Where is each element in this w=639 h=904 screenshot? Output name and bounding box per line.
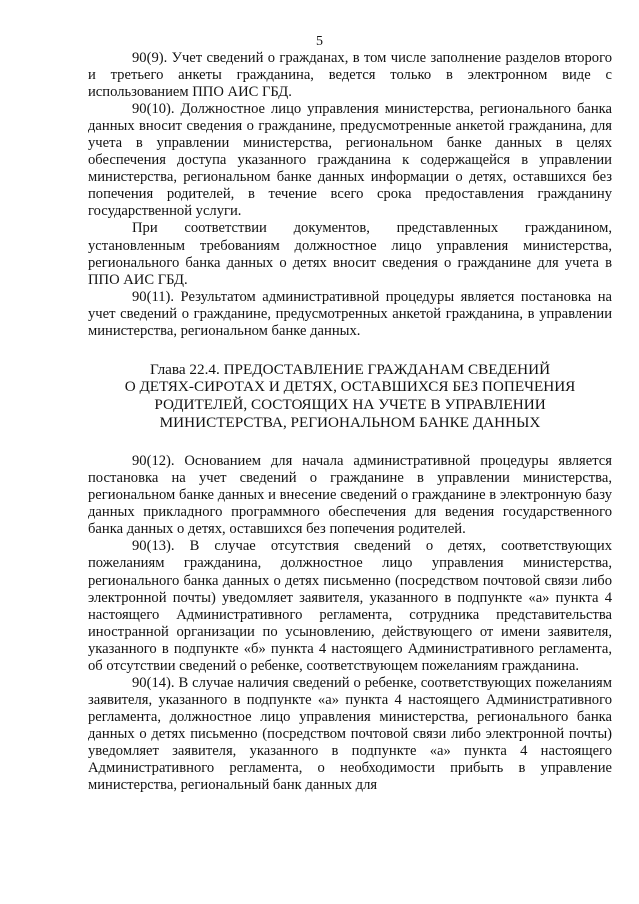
- document-body: [88, 50, 612, 794]
- paragraph-90-11: 90(11). Результатом административной процедуры является постановка на учет сведений о гражданине, предусмотренных анкетой гражданина, в управлении министерства, региональном банке данных.: [88, 288, 612, 339]
- paragraph-90-12: 90(12). Основанием для начала административной процедуры является постановка на учет сведений о гражданине в управлении министерства, региональном банке данных и внесение сведений о гражданине в электронную базу данных прикладного программного обеспечения для ведения государственного банка данных о детях, оставшихся без попечения родителей.: [88, 453, 612, 538]
- paragraph-90-14: 90(14). В случае наличия сведений о ребенке, соответствующих пожеланиям заявителя, указанного в подпункте «а» пункта 4 настоящего Административного регламента, должностное лицо управления министерства, регионального банка данных о детях письменно (посредством почтовой связи либо электронной почты) уведомляет заявителя, указанного в подпункте «а» пункта 4 настоящего Административного регламента, о необходимости прибыть в управление министерства, региональный банк данных для: [88, 674, 612, 794]
- paragraph-90-13: 90(13). В случае отсутствия сведений о детях, соответствующих пожеланиям гражданина, должностное лицо управления министерства, регионального банка данных о детях письменно (посредством почтовой связи либо электронной почты) уведомляет заявителя, указанного в подпункте «а» пункта 4 настоящего Административного регламента, сотрудника представительства иностранной организации по усыновлению, действующего от имени заявителя, указанного в подпункте «б» пункта 4 настоящего Административного регламента, об отсутствии сведений о ребенке, соответствующем пожеланиям гражданина.: [88, 538, 612, 674]
- chapter-heading-line: Глава 22.4. ПРЕДОСТАВЛЕНИЕ ГРАЖДАНАМ СВЕДЕНИЙ: [149, 360, 551, 378]
- paragraph-conformity: При соответствии документов, представленных гражданином, установленным требованиям должностное лицо управления министерства, регионального банка данных о детях вносит сведения о гражданине для учета в ППО АИС ГБД.: [88, 220, 612, 288]
- chapter-heading-line: МИНИСТЕРСТВА, РЕГИОНАЛЬНОМ БАНКЕ ДАННЫХ: [159, 413, 541, 431]
- chapter-heading-line: О ДЕТЯХ-СИРОТАХ И ДЕТЯХ, ОСТАВШИХСЯ БЕЗ ПОПЕЧЕНИЯ: [124, 378, 576, 396]
- page-number: 5: [316, 34, 323, 49]
- chapter-heading: [88, 361, 612, 431]
- paragraph-90-10: 90(10). Должностное лицо управления министерства, регионального банка данных вносит сведения о гражданине, предусмотренные анкетой гражданина, для учета в управлении министерства, региональном банке данных в целях обеспечения доступа указанного гражданина к содержащейся в управлении министерства, региональном банке данных информации о детях, оставшихся без попечения родителей, в течение всего срока предоставления гражданину государственной услуги.: [88, 101, 612, 220]
- paragraph-90-9: 90(9). Учет сведений о гражданах, в том числе заполнение разделов второго и третьего анкеты гражданина, ведется только в электронном виде с использованием ППО АИС ГБД.: [88, 50, 612, 101]
- chapter-heading-line: РОДИТЕЛЕЙ, СОСТОЯЩИХ НА УЧЕТЕ В УПРАВЛЕНИИ: [154, 395, 546, 413]
